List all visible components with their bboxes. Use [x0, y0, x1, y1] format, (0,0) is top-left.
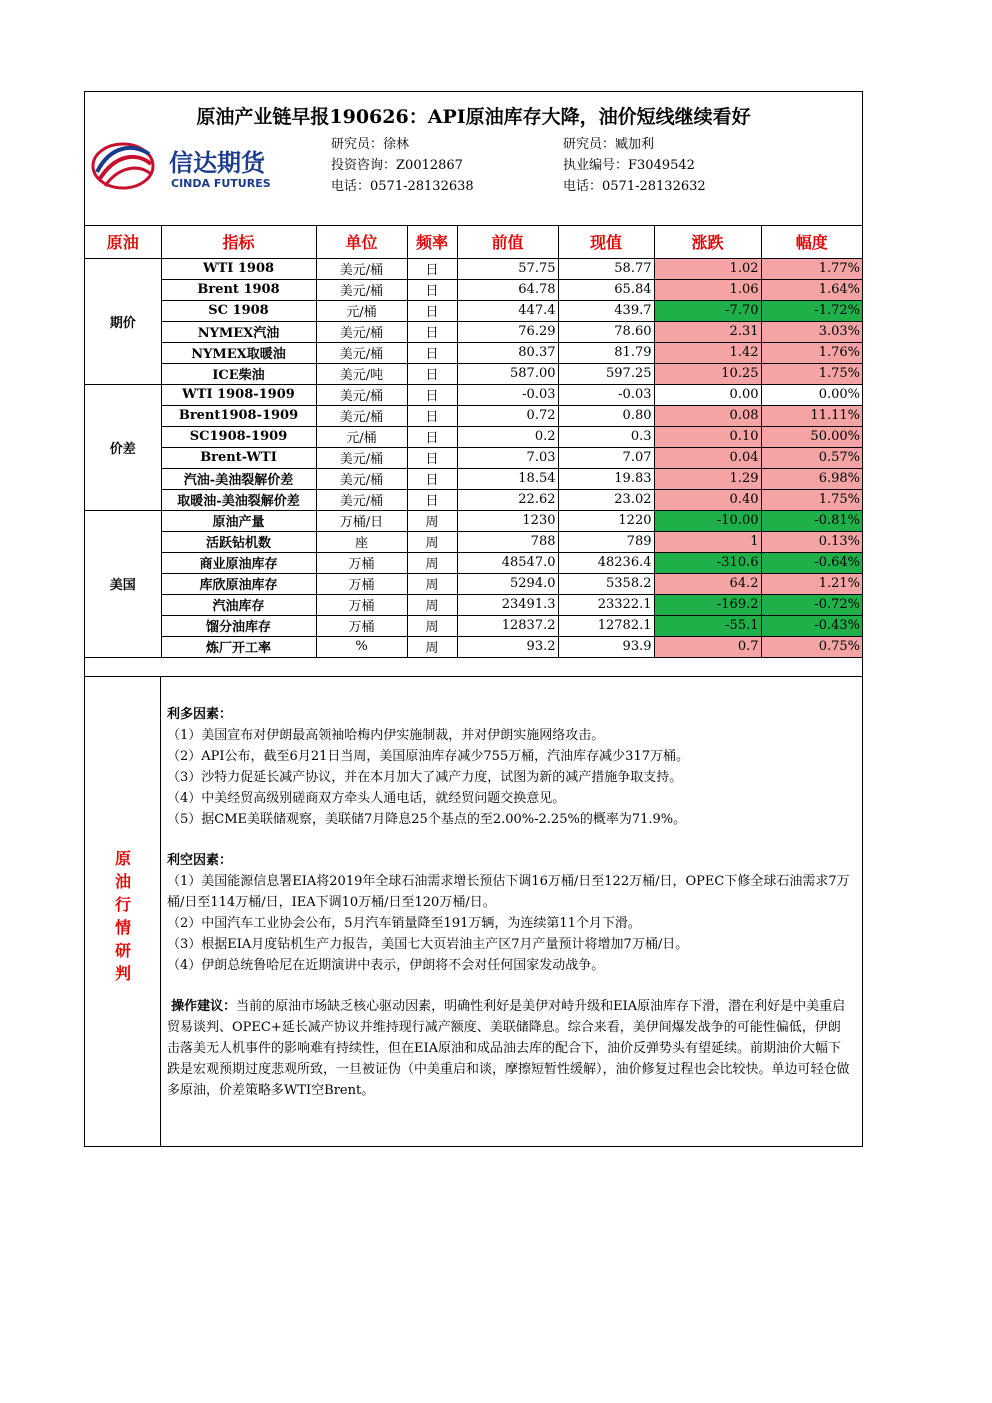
current-value-cell: 48236.4 [558, 552, 654, 573]
bullish-item: （3）沙特力促延长减产协议，并在本月加大了减产力度，试图为新的减产措施争取支持。 [167, 770, 683, 785]
previous-value-cell: 64.78 [457, 279, 558, 300]
current-value-cell: 5358.2 [558, 573, 654, 594]
indicator-cell: 炼厂开工率 [161, 636, 316, 657]
col-header: 原油 [85, 226, 161, 258]
bearish-item: （3）根据EIA月度钻机生产力报告，美国七大页岩油主产区7月产量预计将增加7万桶/日。 [167, 937, 689, 952]
frequency-cell: 周 [407, 594, 457, 615]
indicator-cell: ICE柴油 [161, 363, 316, 384]
frequency-cell: 日 [407, 363, 457, 384]
change-percent-cell: 0.75% [761, 636, 862, 657]
change-percent-cell: -0.64% [761, 552, 862, 573]
logo-cn-text: 信达期货 [169, 149, 265, 177]
change-cell: 1.06 [654, 279, 761, 300]
bearish-title: 利空因素： [167, 853, 233, 868]
analysis-body [167, 704, 852, 1101]
researcher-info-right [563, 134, 706, 197]
bullish-title: 利多因素： [167, 707, 233, 722]
previous-value-cell: 18.54 [457, 468, 558, 489]
change-percent-cell: 50.00% [761, 426, 862, 447]
current-value-cell: -0.03 [558, 384, 654, 405]
info-line: 执业编号：F3049542 [563, 158, 695, 173]
change-percent-cell: 1.77% [761, 258, 862, 279]
col-header: 指标 [161, 226, 316, 258]
indicator-cell: 馏分油库存 [161, 615, 316, 636]
cinda-futures-logo [91, 140, 281, 192]
analysis-label-cell [85, 677, 161, 1147]
frequency-cell: 日 [407, 468, 457, 489]
table-row [85, 552, 862, 573]
frequency-cell: 日 [407, 426, 457, 447]
table-row [85, 258, 862, 279]
cinda-logo-icon [91, 140, 281, 192]
unit-cell: 万桶 [316, 615, 407, 636]
report-sheet [84, 91, 863, 1147]
unit-cell: 美元/桶 [316, 489, 407, 510]
bearish-item: （1）美国能源信息署EIA将2019年全球石油需求增长预估下调16万桶/日至122万桶/日，OPEC下修全球石油需求7万桶/日至114万桶/日，IEA下调10万桶/日至120万桶/日。 [167, 874, 850, 910]
unit-cell: 美元/桶 [316, 447, 407, 468]
col-header: 单位 [316, 226, 407, 258]
change-cell: -169.2 [654, 594, 761, 615]
bullish-item: （2）API公布，截至6月21日当周，美国原油库存减少755万桶，汽油库存减少317万桶。 [167, 749, 689, 764]
market-data-table [85, 226, 862, 658]
table-row [85, 279, 862, 300]
frequency-cell: 日 [407, 489, 457, 510]
indicator-cell: SC1908-1909 [161, 426, 316, 447]
table-row [85, 489, 862, 510]
change-percent-cell: -0.72% [761, 594, 862, 615]
info-line: 电话：0571-28132632 [563, 179, 706, 194]
table-row [85, 468, 862, 489]
unit-cell: 座 [316, 531, 407, 552]
change-percent-cell: 3.03% [761, 321, 862, 342]
current-value-cell: 23.02 [558, 489, 654, 510]
change-cell: -10.00 [654, 510, 761, 531]
change-percent-cell: 1.76% [761, 342, 862, 363]
previous-value-cell: 93.2 [457, 636, 558, 657]
frequency-cell: 日 [407, 300, 457, 321]
table-row [85, 636, 862, 657]
table-row [85, 300, 862, 321]
logo-en-text: CINDA FUTURES [171, 177, 271, 190]
bearish-list [167, 871, 852, 976]
frequency-cell: 周 [407, 552, 457, 573]
table-header-row [85, 226, 862, 258]
previous-value-cell: 0.2 [457, 426, 558, 447]
indicator-cell: 活跃钻机数 [161, 531, 316, 552]
table-row [85, 384, 862, 405]
change-percent-cell: -0.43% [761, 615, 862, 636]
info-line: 投资咨询：Z0012867 [331, 158, 463, 173]
change-percent-cell: -1.72% [761, 300, 862, 321]
change-percent-cell: 1.64% [761, 279, 862, 300]
frequency-cell: 日 [407, 405, 457, 426]
unit-cell: 美元/桶 [316, 258, 407, 279]
table-row [85, 573, 862, 594]
change-percent-cell: 1.75% [761, 363, 862, 384]
indicator-cell: 原油产量 [161, 510, 316, 531]
bullish-item: （5）据CME美联储观察，美联储7月降息25个基点的至2.00%-2.25%的概率为71.9%。 [167, 812, 687, 827]
current-value-cell: 93.9 [558, 636, 654, 657]
previous-value-cell: 48547.0 [457, 552, 558, 573]
info-line: 研究员：臧加利 [563, 137, 655, 152]
change-cell: 0.04 [654, 447, 761, 468]
change-cell: 1.02 [654, 258, 761, 279]
bullish-list [167, 725, 852, 830]
table-row [85, 342, 862, 363]
frequency-cell: 日 [407, 321, 457, 342]
current-value-cell: 58.77 [558, 258, 654, 279]
report-title: 原油产业链早报190626：API原油库存大降，油价短线继续看好 [196, 106, 751, 128]
table-row [85, 615, 862, 636]
previous-value-cell: 23491.3 [457, 594, 558, 615]
advice-text: 当前的原油市场缺乏核心驱动因素，明确性利好是美伊对峙升级和EIA原油库存下滑，潜在利好是中美重启贸易谈判、OPEC+延长减产协议并维持现行减产额度、美联储降息。综合来看，美伊间爆发战争的可能性偏低，伊朗击落美无人机事件的影响难有持续性，但在EIA原油和成品油去库的配合下，油价反弹势头有望延续。前期油价大幅下跌是宏观预期过度悲观所致，一旦被证伪（中美重启和谈，摩擦短暂性缓解），油价修复过程也会比较快。单边可轻仓做多原油，价差策略多WTI空Brent。 [167, 999, 850, 1098]
indicator-cell: 库欣原油库存 [161, 573, 316, 594]
change-cell: -310.6 [654, 552, 761, 573]
current-value-cell: 12782.1 [558, 615, 654, 636]
current-value-cell: 439.7 [558, 300, 654, 321]
unit-cell: 美元/桶 [316, 468, 407, 489]
change-percent-cell: 11.11% [761, 405, 862, 426]
table-row [85, 405, 862, 426]
current-value-cell: 81.79 [558, 342, 654, 363]
current-value-cell: 0.3 [558, 426, 654, 447]
indicator-cell: WTI 1908-1909 [161, 384, 316, 405]
frequency-cell: 周 [407, 573, 457, 594]
indicator-cell: NYMEX取暖油 [161, 342, 316, 363]
indicator-cell: NYMEX汽油 [161, 321, 316, 342]
change-cell: 0.00 [654, 384, 761, 405]
indicator-cell: WTI 1908 [161, 258, 316, 279]
previous-value-cell: 12837.2 [457, 615, 558, 636]
change-cell: -7.70 [654, 300, 761, 321]
current-value-cell: 19.83 [558, 468, 654, 489]
change-cell: 10.25 [654, 363, 761, 384]
frequency-cell: 日 [407, 342, 457, 363]
category-cell: 美国 [85, 510, 161, 657]
change-percent-cell: 0.13% [761, 531, 862, 552]
unit-cell: 美元/桶 [316, 384, 407, 405]
analysis-label: 原油行情研判 [114, 849, 131, 983]
change-percent-cell: 1.21% [761, 573, 862, 594]
advice-title: 操作建议： [171, 999, 237, 1014]
frequency-cell: 周 [407, 636, 457, 657]
indicator-cell: Brent 1908 [161, 279, 316, 300]
frequency-cell: 日 [407, 258, 457, 279]
current-value-cell: 1220 [558, 510, 654, 531]
unit-cell: 万桶 [316, 594, 407, 615]
change-percent-cell: 0.00% [761, 384, 862, 405]
current-value-cell: 23322.1 [558, 594, 654, 615]
unit-cell: 美元/桶 [316, 321, 407, 342]
change-cell: 0.7 [654, 636, 761, 657]
unit-cell: 美元/吨 [316, 363, 407, 384]
current-value-cell: 0.80 [558, 405, 654, 426]
current-value-cell: 7.07 [558, 447, 654, 468]
previous-value-cell: 5294.0 [457, 573, 558, 594]
change-percent-cell: 0.57% [761, 447, 862, 468]
table-row [85, 363, 862, 384]
current-value-cell: 65.84 [558, 279, 654, 300]
info-line: 研究员：徐林 [331, 137, 410, 152]
table-row [85, 426, 862, 447]
col-header: 涨跌 [654, 226, 761, 258]
col-header: 幅度 [761, 226, 862, 258]
unit-cell: 万桶 [316, 552, 407, 573]
change-cell: 0.08 [654, 405, 761, 426]
previous-value-cell: 447.4 [457, 300, 558, 321]
table-body [85, 258, 862, 657]
frequency-cell: 周 [407, 531, 457, 552]
current-value-cell: 597.25 [558, 363, 654, 384]
unit-cell: 元/桶 [316, 300, 407, 321]
category-cell: 价差 [85, 384, 161, 510]
indicator-cell: Brent-WTI [161, 447, 316, 468]
bearish-item: （2）中国汽车工业协会公布，5月汽车销量降至191万辆，为连续第11个月下滑。 [167, 916, 641, 931]
indicator-cell: SC 1908 [161, 300, 316, 321]
advice-paragraph [167, 996, 852, 1101]
bullish-item: （4）中美经贸高级别磋商双方牵头人通电话，就经贸问题交换意见。 [167, 791, 566, 806]
change-percent-cell: -0.81% [761, 510, 862, 531]
change-cell: 2.31 [654, 321, 761, 342]
frequency-cell: 周 [407, 510, 457, 531]
change-percent-cell: 1.75% [761, 489, 862, 510]
frequency-cell: 日 [407, 447, 457, 468]
indicator-cell: Brent1908-1909 [161, 405, 316, 426]
bearish-item: （4）伊朗总统鲁哈尼在近期演讲中表示，伊朗将不会对任何国家发动战争。 [167, 958, 605, 973]
unit-cell: 美元/桶 [316, 279, 407, 300]
change-cell: 1.42 [654, 342, 761, 363]
category-cell: 期价 [85, 258, 161, 384]
previous-value-cell: 1230 [457, 510, 558, 531]
unit-cell: 万桶/日 [316, 510, 407, 531]
previous-value-cell: 80.37 [457, 342, 558, 363]
change-cell: 0.10 [654, 426, 761, 447]
previous-value-cell: 788 [457, 531, 558, 552]
indicator-cell: 商业原油库存 [161, 552, 316, 573]
unit-cell: 美元/桶 [316, 405, 407, 426]
indicator-cell: 汽油库存 [161, 594, 316, 615]
report-header [85, 92, 862, 226]
analysis-section [85, 676, 862, 1147]
table-row [85, 321, 862, 342]
unit-cell: 元/桶 [316, 426, 407, 447]
previous-value-cell: 22.62 [457, 489, 558, 510]
frequency-cell: 日 [407, 384, 457, 405]
table-row [85, 510, 862, 531]
researcher-info-left [331, 134, 474, 197]
indicator-cell: 取暖油-美油裂解价差 [161, 489, 316, 510]
previous-value-cell: 7.03 [457, 447, 558, 468]
frequency-cell: 周 [407, 615, 457, 636]
current-value-cell: 789 [558, 531, 654, 552]
previous-value-cell: 587.00 [457, 363, 558, 384]
bullish-item: （1）美国宣布对伊朗最高领袖哈梅内伊实施制裁，并对伊朗实施网络攻击。 [167, 728, 605, 743]
previous-value-cell: -0.03 [457, 384, 558, 405]
unit-cell: 万桶 [316, 573, 407, 594]
previous-value-cell: 0.72 [457, 405, 558, 426]
previous-value-cell: 57.75 [457, 258, 558, 279]
frequency-cell: 日 [407, 279, 457, 300]
table-row [85, 594, 862, 615]
change-cell: 1 [654, 531, 761, 552]
current-value-cell: 78.60 [558, 321, 654, 342]
info-line: 电话：0571-28132638 [331, 179, 474, 194]
previous-value-cell: 76.29 [457, 321, 558, 342]
unit-cell: % [316, 636, 407, 657]
col-header: 现值 [558, 226, 654, 258]
change-cell: 64.2 [654, 573, 761, 594]
col-header: 前值 [457, 226, 558, 258]
change-percent-cell: 6.98% [761, 468, 862, 489]
indicator-cell: 汽油-美油裂解价差 [161, 468, 316, 489]
col-header: 频率 [407, 226, 457, 258]
change-cell: 1.29 [654, 468, 761, 489]
table-row [85, 447, 862, 468]
change-cell: -55.1 [654, 615, 761, 636]
unit-cell: 美元/桶 [316, 342, 407, 363]
change-cell: 0.40 [654, 489, 761, 510]
table-row [85, 531, 862, 552]
